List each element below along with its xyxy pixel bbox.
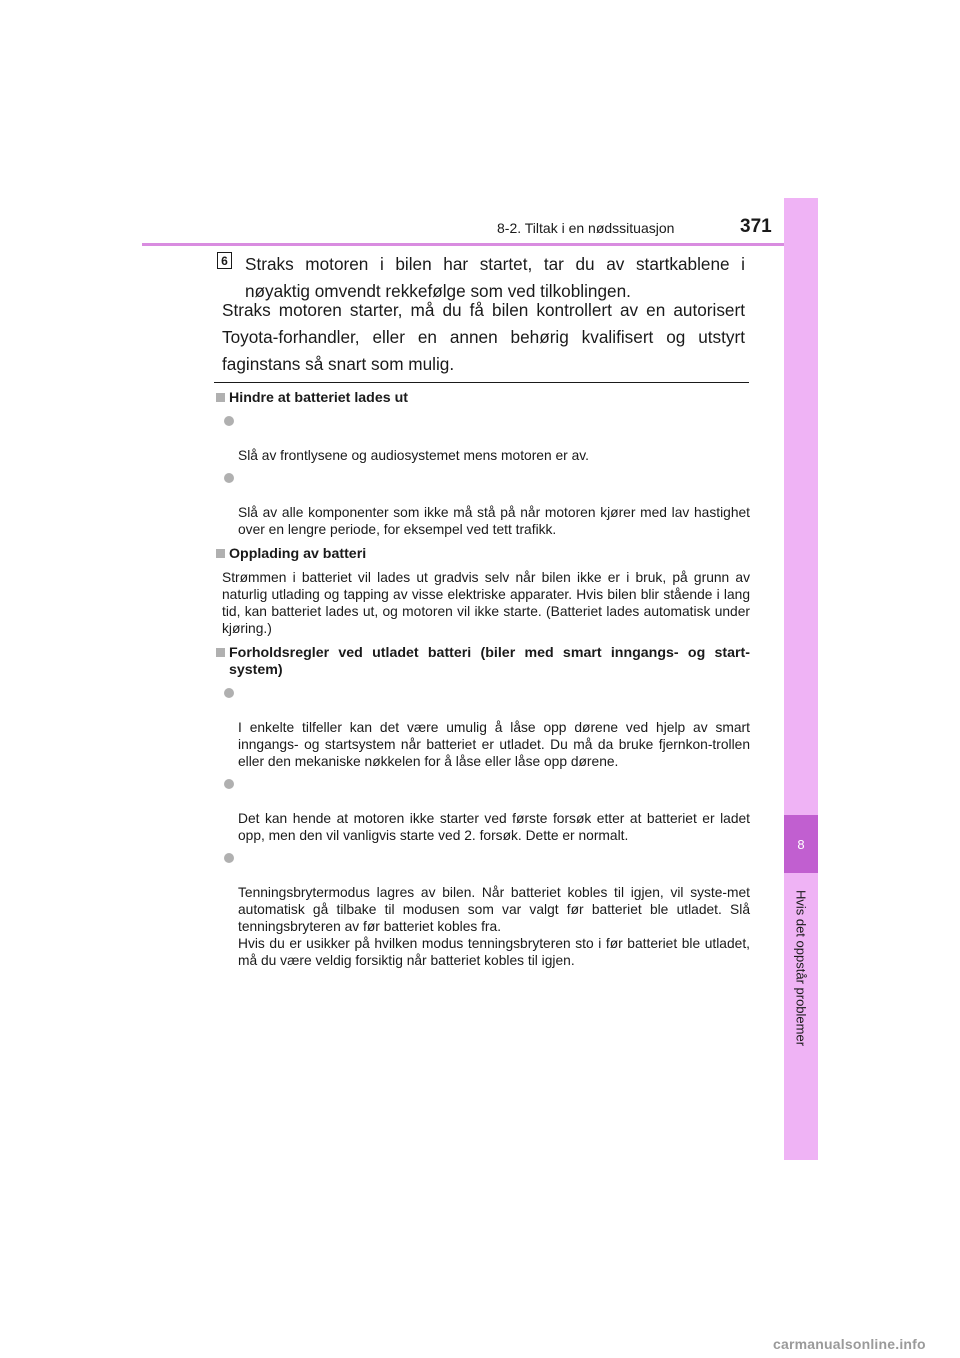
chapter-number-tab: 8 <box>784 815 818 873</box>
circle-bullet-icon <box>224 688 234 698</box>
note-body-text: Strømmen i batteriet vil lades ut gradvis selv når bilen ikke er i bruk, på grunn av naturlig utlading og tapping av visse elektriske apparater. Hvis bilen blir stående i lang tid, kan batteriet lades ut, og motoren vil ikke starte. (Batteriet lades automatisk under kjøring.) <box>222 570 750 636</box>
step-number-box: 6 <box>217 252 232 269</box>
notes-section <box>216 390 750 969</box>
circle-bullet-icon <box>224 416 234 426</box>
watermark: carmanualsonline.info <box>773 1336 926 1352</box>
square-bullet-icon <box>216 549 225 558</box>
note-heading-text: Opplading av batteri <box>229 546 367 562</box>
header-divider <box>142 243 818 246</box>
body-paragraph: Straks motoren starter, må du få bilen kontrollert av en autorisert Toyota-forhandler, eller en annen behørig kvalifisert og utstyrt faginstans så snart som mulig. <box>222 300 745 374</box>
note-bullet <box>216 685 750 770</box>
bullet-text: Tenningsbrytermodus lagres av bilen. Når batteriet kobles til igjen, vil syste-met automatisk gå tilbake til modusen som var valgt før batteriet ble utladet. Slå tenningsbryteren av før batteriet kobles fra. Hvis du er usikker på hvilken modus tenningsbryteren sto i før batteriet ble utladet, må du være veldig forsiktig når batteriet kobles til igjen. <box>238 885 750 968</box>
square-bullet-icon <box>216 393 225 402</box>
bullet-text: Slå av frontlysene og audiosystemet mens motoren er av. <box>238 448 589 463</box>
page-number: 371 <box>740 216 772 237</box>
note-bullet <box>216 470 750 538</box>
circle-bullet-icon <box>224 473 234 483</box>
step-text: Straks motoren i bilen har startet, tar du av startkablene i nøyaktig omvendt rekkefølge som ved tilkoblingen. <box>245 254 745 301</box>
note-bullet <box>216 413 750 464</box>
note-heading <box>216 390 750 407</box>
note-heading-text: Hindre at batteriet lades ut <box>229 390 408 406</box>
note-bullet <box>216 850 750 969</box>
bullet-text: Det kan hende at motoren ikke starter ved første forsøk etter at batteriet er ladet opp, men den vil vanligvis starte ved 2. forsøk. Dette er normalt. <box>238 811 750 843</box>
note-heading-text: Forholdsregler ved utladet batteri (biler med smart inngangs- og start-system) <box>229 645 750 678</box>
note-heading <box>216 645 750 679</box>
circle-bullet-icon <box>224 853 234 863</box>
chapter-title-vertical: Hvis det oppstår problemer <box>793 889 809 1047</box>
circle-bullet-icon <box>224 779 234 789</box>
note-bullet <box>216 776 750 844</box>
bullet-text: I enkelte tilfeller kan det være umulig å låse opp dørene ved hjelp av smart inngangs- og startsystem når batteriet er utladet. Du må da bruke fjernkon-trollen eller den mekaniske nøkkelen for å låse eller låse opp dørene. <box>238 720 750 769</box>
section-title: 8-2. Tiltak i en nødssituasjon <box>497 220 675 236</box>
bullet-text: Slå av alle komponenter som ikke må stå på når motoren kjører med lav hastighet over en lengre periode, for eksempel ved tett trafikk. <box>238 505 750 537</box>
note-heading <box>216 546 750 563</box>
square-bullet-icon <box>216 648 225 657</box>
section-divider <box>214 382 749 383</box>
